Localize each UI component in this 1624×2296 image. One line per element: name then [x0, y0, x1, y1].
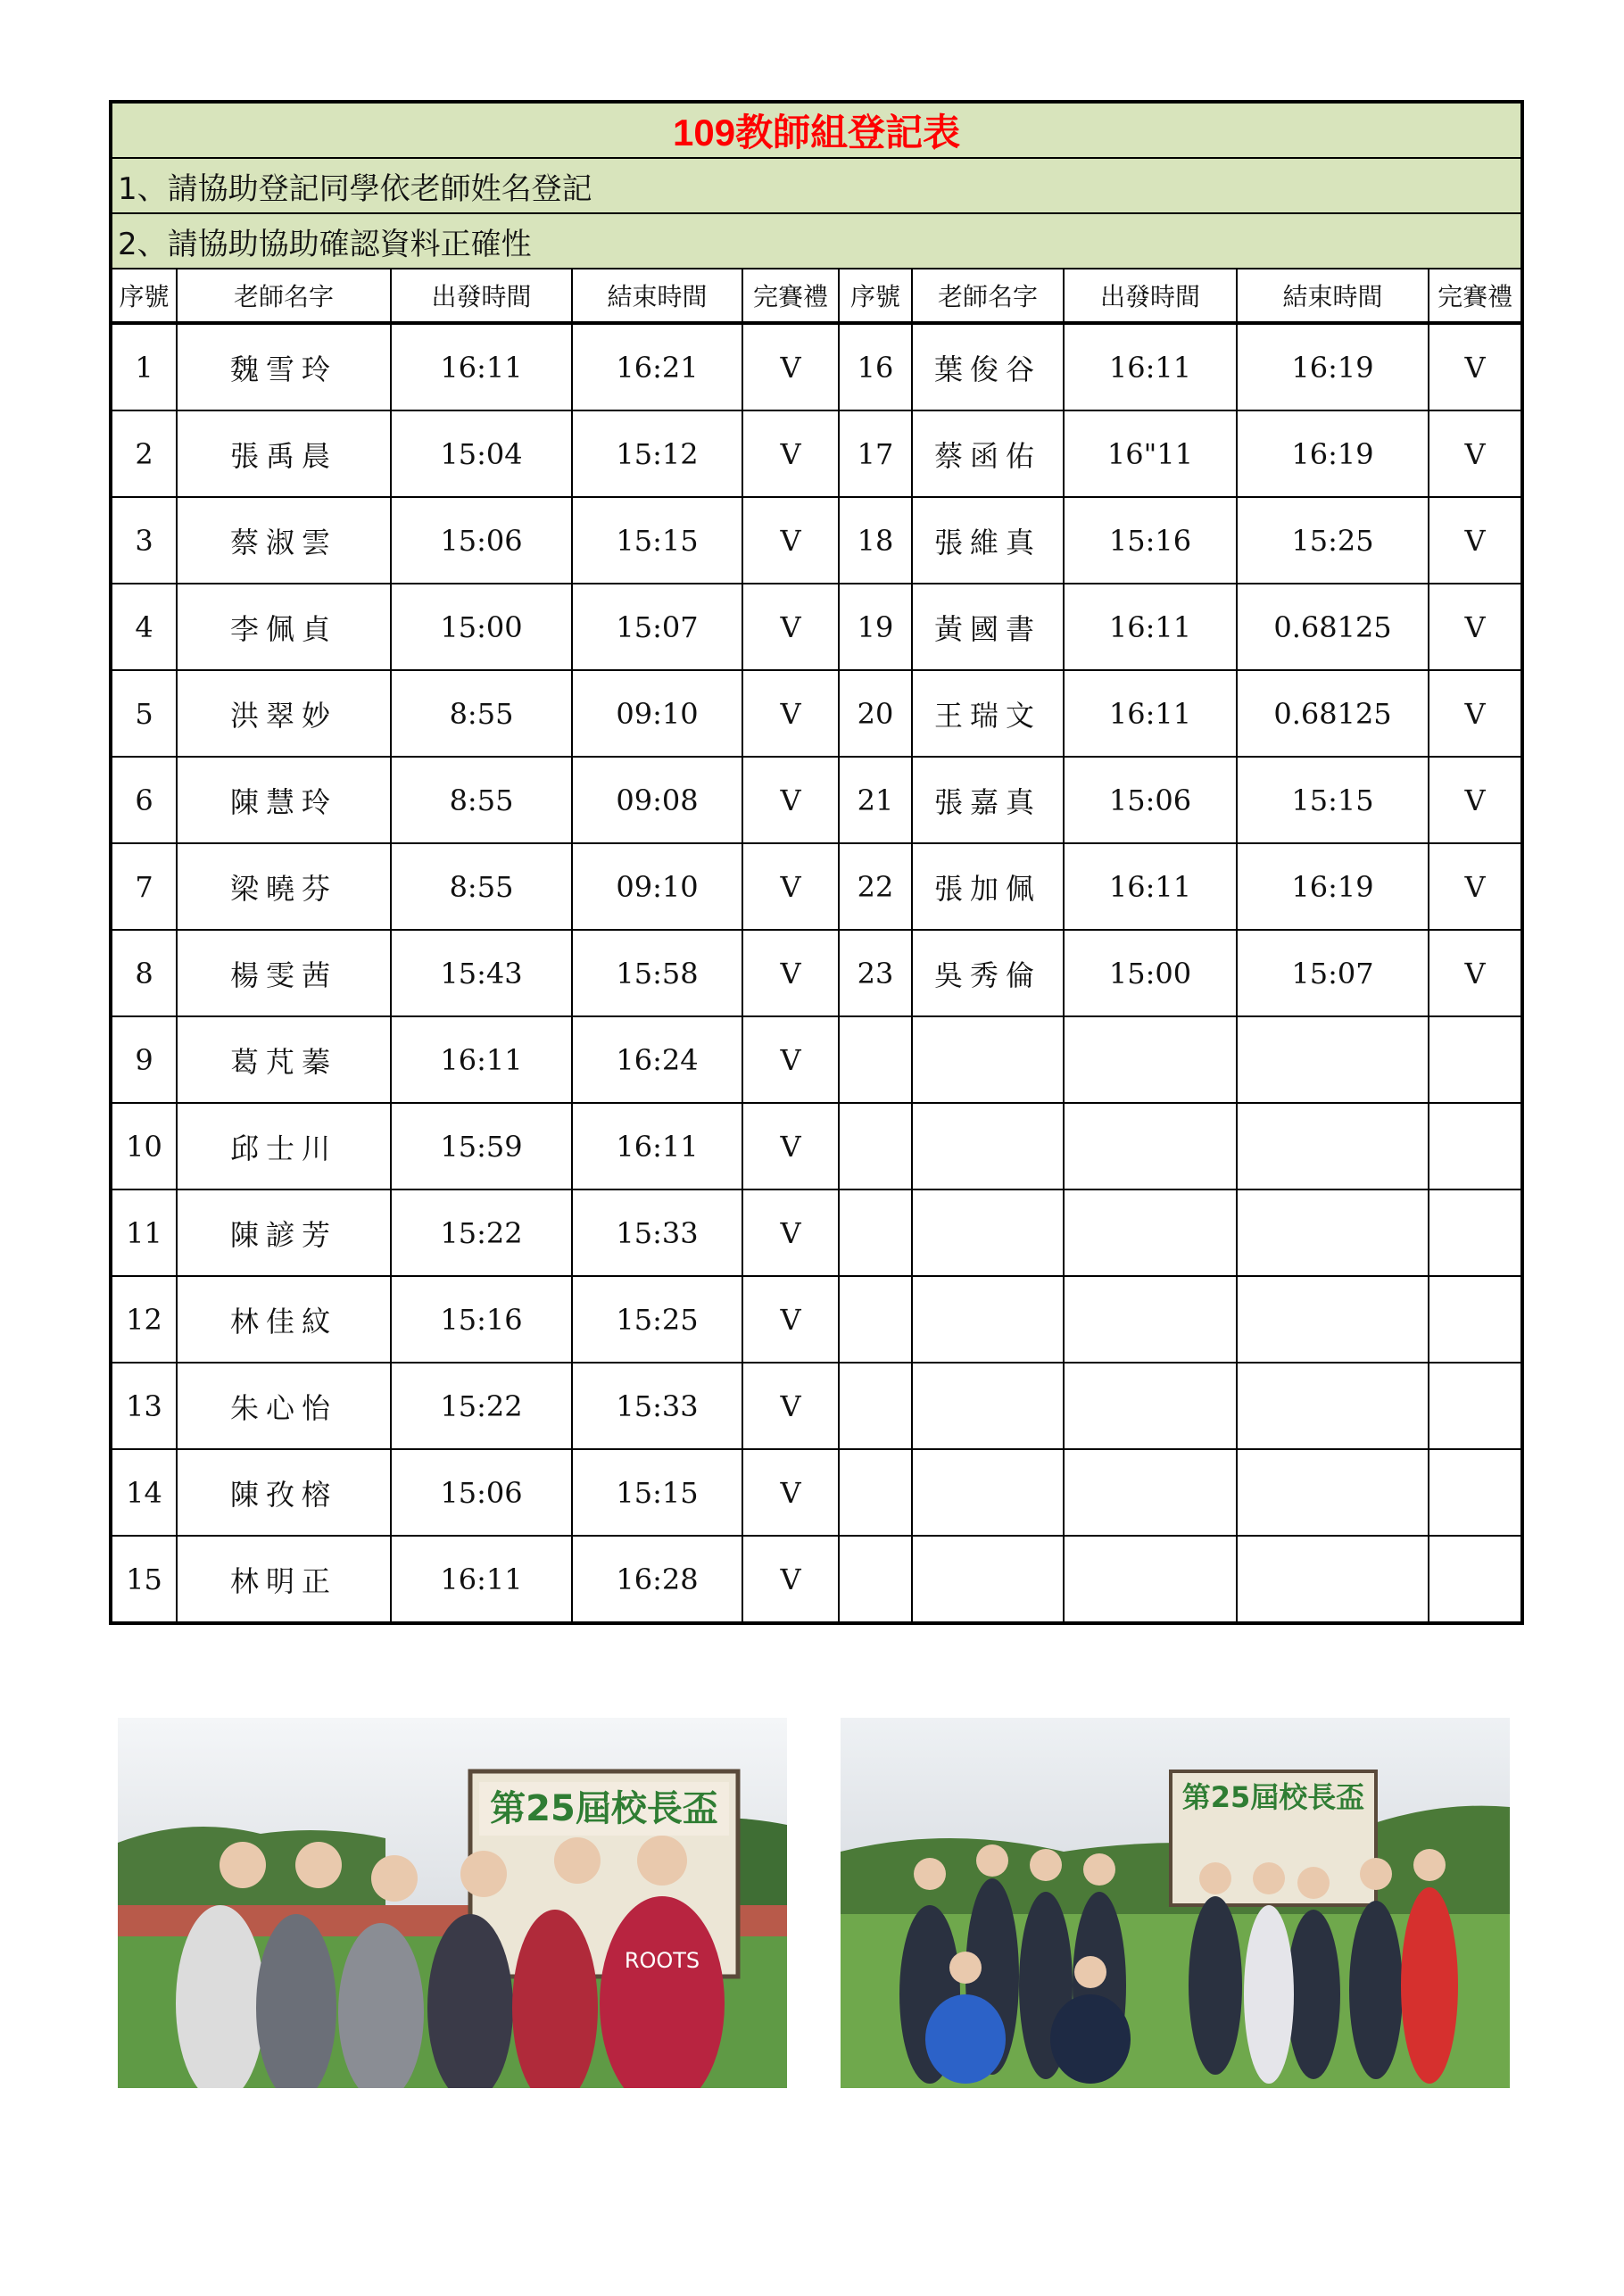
end-time-cell: [1237, 1536, 1429, 1623]
finisher-gift-cell: V: [1429, 410, 1522, 497]
teacher-name-cell: [912, 1276, 1064, 1363]
teacher-name-cell: [912, 1363, 1064, 1449]
table-row: [111, 1103, 1522, 1189]
seq-cell: [839, 1363, 912, 1449]
end-time-cell: 15:12: [572, 410, 742, 497]
teacher-name-cell: 陳孜榕: [177, 1449, 391, 1536]
table-row: [111, 497, 1522, 584]
start-time-cell: [1064, 1363, 1237, 1449]
teacher-name-cell: 林佳紋: [177, 1276, 391, 1363]
table-row: [111, 757, 1522, 843]
teacher-name-cell: 王瑞文: [912, 670, 1064, 757]
teacher-name-cell: 葉俊谷: [912, 323, 1064, 410]
start-time-cell: 8:55: [391, 843, 572, 930]
teacher-name-cell: 朱心怡: [177, 1363, 391, 1449]
table-body: [111, 323, 1522, 1623]
seq-cell: 2: [111, 410, 177, 497]
start-time-cell: 16:11: [1064, 670, 1237, 757]
header-finisher-gift: 完賽禮: [742, 269, 839, 323]
start-time-cell: 15:16: [391, 1276, 572, 1363]
start-time-cell: 16:11: [1064, 584, 1237, 670]
teacher-name-cell: 李佩貞: [177, 584, 391, 670]
finisher-gift-cell: V: [742, 1103, 839, 1189]
header-seq: 序號: [111, 269, 177, 323]
finisher-gift-cell: [1429, 1449, 1522, 1536]
start-time-cell: 15:22: [391, 1363, 572, 1449]
finisher-gift-cell: V: [1429, 670, 1522, 757]
end-time-cell: [1237, 1449, 1429, 1536]
teacher-name-cell: 蔡函佑: [912, 410, 1064, 497]
end-time-cell: 16:19: [1237, 843, 1429, 930]
table-row: [111, 323, 1522, 410]
teacher-name-cell: 吳秀倫: [912, 930, 1064, 1016]
finisher-gift-cell: V: [742, 1189, 839, 1276]
start-time-cell: 8:55: [391, 670, 572, 757]
end-time-cell: [1237, 1189, 1429, 1276]
column-header-row: [111, 269, 1522, 323]
start-time-cell: 15:06: [1064, 757, 1237, 843]
finisher-gift-cell: V: [742, 584, 839, 670]
seq-cell: [839, 1449, 912, 1536]
table-row: [111, 1363, 1522, 1449]
finisher-gift-cell: V: [1429, 757, 1522, 843]
start-time-cell: [1064, 1189, 1237, 1276]
end-time-cell: 16:24: [572, 1016, 742, 1103]
teacher-name-cell: [912, 1536, 1064, 1623]
seq-cell: 10: [111, 1103, 177, 1189]
teacher-name-cell: 梁曉芬: [177, 843, 391, 930]
seq-cell: 17: [839, 410, 912, 497]
end-time-cell: 16:19: [1237, 410, 1429, 497]
start-time-cell: 16"11: [1064, 410, 1237, 497]
seq-cell: [839, 1103, 912, 1189]
end-time-cell: 15:25: [1237, 497, 1429, 584]
seq-cell: 13: [111, 1363, 177, 1449]
sheet-title: 109教師組登記表: [111, 102, 1522, 158]
end-time-cell: [1237, 1103, 1429, 1189]
seq-cell: 4: [111, 584, 177, 670]
teacher-name-cell: 陳諺芳: [177, 1189, 391, 1276]
finisher-gift-cell: V: [742, 843, 839, 930]
start-time-cell: 16:11: [391, 1536, 572, 1623]
end-time-cell: 15:15: [572, 1449, 742, 1536]
seq-cell: 12: [111, 1276, 177, 1363]
header-end-time: 結束時間: [572, 269, 742, 323]
finisher-gift-cell: V: [1429, 584, 1522, 670]
start-time-cell: 16:11: [1064, 323, 1237, 410]
finisher-gift-cell: V: [742, 1449, 839, 1536]
end-time-cell: 15:33: [572, 1363, 742, 1449]
end-time-cell: 15:15: [572, 497, 742, 584]
seq-cell: 1: [111, 323, 177, 410]
teacher-name-cell: 林明正: [177, 1536, 391, 1623]
banner-text: 第25屆校長盃: [490, 1788, 718, 1829]
finisher-gift-cell: V: [742, 410, 839, 497]
start-time-cell: 8:55: [391, 757, 572, 843]
teacher-name-cell: 邱士川: [177, 1103, 391, 1189]
start-time-cell: 15:06: [391, 497, 572, 584]
header-teacher-name: 老師名字: [912, 269, 1064, 323]
start-time-cell: 16:11: [391, 1016, 572, 1103]
teacher-name-cell: 張禹晨: [177, 410, 391, 497]
finisher-gift-cell: V: [742, 1363, 839, 1449]
start-time-cell: 15:43: [391, 930, 572, 1016]
table-row: [111, 410, 1522, 497]
seq-cell: 14: [111, 1449, 177, 1536]
teacher-name-cell: [912, 1016, 1064, 1103]
seq-cell: 19: [839, 584, 912, 670]
seq-cell: 6: [111, 757, 177, 843]
teacher-name-cell: 陳慧玲: [177, 757, 391, 843]
seq-cell: 20: [839, 670, 912, 757]
finisher-gift-cell: V: [742, 1016, 839, 1103]
end-time-cell: 09:10: [572, 843, 742, 930]
table-row: [111, 1536, 1522, 1623]
start-time-cell: 16:11: [1064, 843, 1237, 930]
start-time-cell: [1064, 1016, 1237, 1103]
registration-table: [109, 100, 1524, 1625]
end-time-cell: 15:25: [572, 1276, 742, 1363]
finisher-gift-cell: V: [1429, 843, 1522, 930]
teacher-name-cell: 葛芃蓁: [177, 1016, 391, 1103]
start-time-cell: [1064, 1103, 1237, 1189]
end-time-cell: 15:15: [1237, 757, 1429, 843]
teacher-name-cell: [912, 1449, 1064, 1536]
seq-cell: 8: [111, 930, 177, 1016]
start-time-cell: 15:00: [1064, 930, 1237, 1016]
start-time-cell: 15:22: [391, 1189, 572, 1276]
start-time-cell: [1064, 1536, 1237, 1623]
instruction-note-1: 1、請協助登記同學依老師姓名登記: [111, 158, 1522, 213]
header-start-time: 出發時間: [1064, 269, 1237, 323]
end-time-cell: 0.68125: [1237, 584, 1429, 670]
end-time-cell: 16:11: [572, 1103, 742, 1189]
instruction-note-2: 2、請協助協助確認資料正確性: [111, 213, 1522, 269]
end-time-cell: [1237, 1363, 1429, 1449]
seq-cell: 5: [111, 670, 177, 757]
teacher-name-cell: [912, 1103, 1064, 1189]
finisher-gift-cell: V: [1429, 930, 1522, 1016]
teacher-name-cell: [912, 1189, 1064, 1276]
seq-cell: [839, 1536, 912, 1623]
seq-cell: 3: [111, 497, 177, 584]
table-row: [111, 584, 1522, 670]
end-time-cell: 16:19: [1237, 323, 1429, 410]
header-seq: 序號: [839, 269, 912, 323]
teacher-name-cell: 張嘉真: [912, 757, 1064, 843]
end-time-cell: 16:28: [572, 1536, 742, 1623]
end-time-cell: 15:58: [572, 930, 742, 1016]
finisher-gift-cell: [1429, 1363, 1522, 1449]
seq-cell: 7: [111, 843, 177, 930]
seq-cell: 15: [111, 1536, 177, 1623]
end-time-cell: 09:08: [572, 757, 742, 843]
seq-cell: 9: [111, 1016, 177, 1103]
banner-text: 第25屆校長盃: [1181, 1780, 1365, 1814]
seq-cell: 11: [111, 1189, 177, 1276]
finisher-gift-cell: [1429, 1189, 1522, 1276]
header-finisher-gift: 完賽禮: [1429, 269, 1522, 323]
start-time-cell: 15:06: [391, 1449, 572, 1536]
table-row: [111, 1189, 1522, 1276]
header-teacher-name: 老師名字: [177, 269, 391, 323]
seq-cell: 23: [839, 930, 912, 1016]
finisher-gift-cell: V: [742, 757, 839, 843]
seq-cell: 16: [839, 323, 912, 410]
teacher-name-cell: 黃國書: [912, 584, 1064, 670]
finisher-gift-cell: V: [1429, 323, 1522, 410]
seq-cell: [839, 1016, 912, 1103]
end-time-cell: [1237, 1016, 1429, 1103]
finisher-gift-cell: [1429, 1016, 1522, 1103]
finisher-gift-cell: [1429, 1103, 1522, 1189]
table-row: [111, 843, 1522, 930]
group-photo-left: [118, 1718, 787, 2088]
shirt-text: ROOTS: [624, 1948, 700, 1973]
header-end-time: 結束時間: [1237, 269, 1429, 323]
seq-cell: 18: [839, 497, 912, 584]
seq-cell: [839, 1189, 912, 1276]
finisher-gift-cell: [1429, 1536, 1522, 1623]
table-row: [111, 1016, 1522, 1103]
table-row: [111, 1449, 1522, 1536]
finisher-gift-cell: V: [742, 930, 839, 1016]
teacher-name-cell: 楊雯茜: [177, 930, 391, 1016]
end-time-cell: 0.68125: [1237, 670, 1429, 757]
end-time-cell: [1237, 1276, 1429, 1363]
end-time-cell: 15:07: [572, 584, 742, 670]
start-time-cell: [1064, 1449, 1237, 1536]
finisher-gift-cell: V: [742, 670, 839, 757]
teacher-name-cell: 蔡淑雲: [177, 497, 391, 584]
end-time-cell: 15:07: [1237, 930, 1429, 1016]
finisher-gift-cell: [1429, 1276, 1522, 1363]
start-time-cell: 16:11: [391, 323, 572, 410]
start-time-cell: 15:00: [391, 584, 572, 670]
start-time-cell: 15:04: [391, 410, 572, 497]
finisher-gift-cell: V: [742, 323, 839, 410]
teacher-name-cell: 洪翠妙: [177, 670, 391, 757]
finisher-gift-cell: V: [742, 497, 839, 584]
table-row: [111, 1276, 1522, 1363]
seq-cell: 22: [839, 843, 912, 930]
end-time-cell: 09:10: [572, 670, 742, 757]
table-row: [111, 930, 1522, 1016]
end-time-cell: 16:21: [572, 323, 742, 410]
teacher-name-cell: 魏雪玲: [177, 323, 391, 410]
start-time-cell: 15:16: [1064, 497, 1237, 584]
finisher-gift-cell: V: [742, 1276, 839, 1363]
table-row: [111, 670, 1522, 757]
teacher-name-cell: 張加佩: [912, 843, 1064, 930]
teacher-name-cell: 張維真: [912, 497, 1064, 584]
group-photo-right: [841, 1718, 1510, 2088]
start-time-cell: 15:59: [391, 1103, 572, 1189]
header-start-time: 出發時間: [391, 269, 572, 323]
seq-cell: 21: [839, 757, 912, 843]
seq-cell: [839, 1276, 912, 1363]
finisher-gift-cell: V: [1429, 497, 1522, 584]
start-time-cell: [1064, 1276, 1237, 1363]
end-time-cell: 15:33: [572, 1189, 742, 1276]
finisher-gift-cell: V: [742, 1536, 839, 1623]
